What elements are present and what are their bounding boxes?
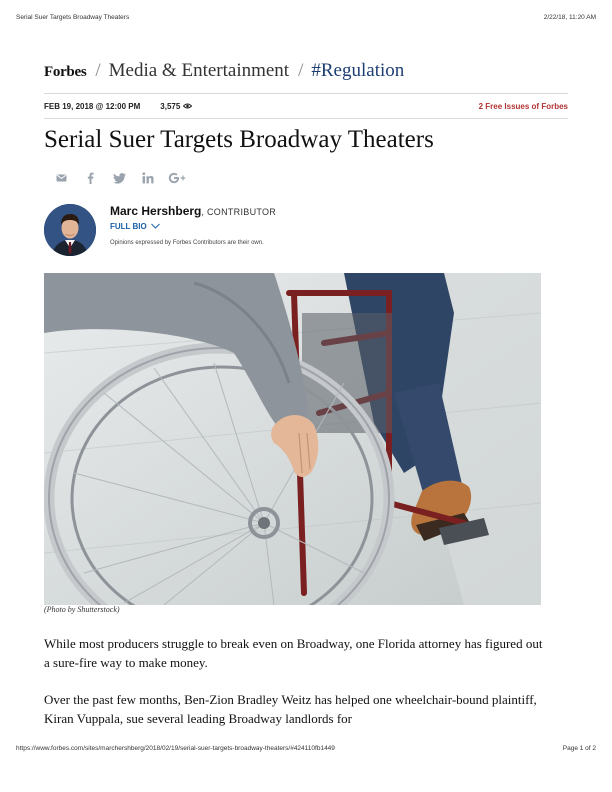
linkedin-icon[interactable] (137, 172, 159, 184)
breadcrumb-section[interactable]: Media & Entertainment (108, 60, 290, 81)
free-issues-link[interactable]: 2 Free Issues of Forbes (478, 102, 568, 111)
chevron-down-icon (147, 222, 160, 231)
breadcrumb-tag[interactable]: #Regulation (311, 60, 405, 81)
print-page-number: Page 1 of 2 (562, 745, 596, 752)
facebook-icon[interactable] (79, 172, 101, 184)
print-url: https://www.forbes.com/sites/marchershberg/2018/02/19/serial-suer-targets-broadway-theaters/#424110fb1449 (16, 745, 335, 752)
google-plus-icon[interactable] (166, 172, 188, 184)
print-footer (16, 745, 596, 752)
publish-date: FEB 19, 2018 @ 12:00 PM (44, 102, 141, 111)
forbes-logo[interactable]: Forbes (44, 64, 87, 80)
contributor-disclaimer: Opinions expressed by Forbes Contributors are their own. (110, 240, 264, 246)
article-paragraph: While most producers struggle to break even on Broadway, one Florida attorney has figured out a sure-fire way to make money. (44, 636, 543, 670)
divider (44, 118, 568, 119)
article-paragraph: Over the past few months, Ben-Zion Bradley Weitz has helped one wheelchair-bound plaintiff, Kiran Vuppala, sue several leading Broadway landlords for (44, 692, 537, 726)
print-datetime: 2/22/18, 11:20 AM (543, 14, 596, 21)
breadcrumb (44, 60, 568, 82)
author-name[interactable]: Marc Hershberg (110, 204, 202, 218)
full-bio-label: FULL BIO (110, 222, 147, 231)
breadcrumb-separator: / (95, 60, 101, 81)
author-role: , CONTRIBUTOR (201, 207, 277, 217)
twitter-icon[interactable] (108, 173, 130, 184)
print-title: Serial Suer Targets Broadway Theaters (16, 14, 130, 21)
print-header (16, 14, 596, 21)
author-block (44, 204, 568, 258)
photo-caption: (Photo by Shutterstock) (44, 605, 120, 614)
divider (44, 93, 568, 94)
view-count (160, 102, 192, 111)
email-icon[interactable] (50, 174, 72, 182)
breadcrumb-separator: / (298, 60, 304, 81)
author-name-line (110, 204, 276, 218)
eye-icon (183, 102, 192, 111)
author-avatar[interactable] (44, 204, 96, 256)
full-bio-toggle[interactable] (110, 222, 160, 231)
article-photo (44, 273, 541, 605)
share-bar (50, 172, 195, 184)
view-count-value: 3,575 (160, 102, 181, 111)
article-headline: Serial Suer Targets Broadway Theaters (44, 126, 434, 153)
article-meta (44, 102, 568, 111)
